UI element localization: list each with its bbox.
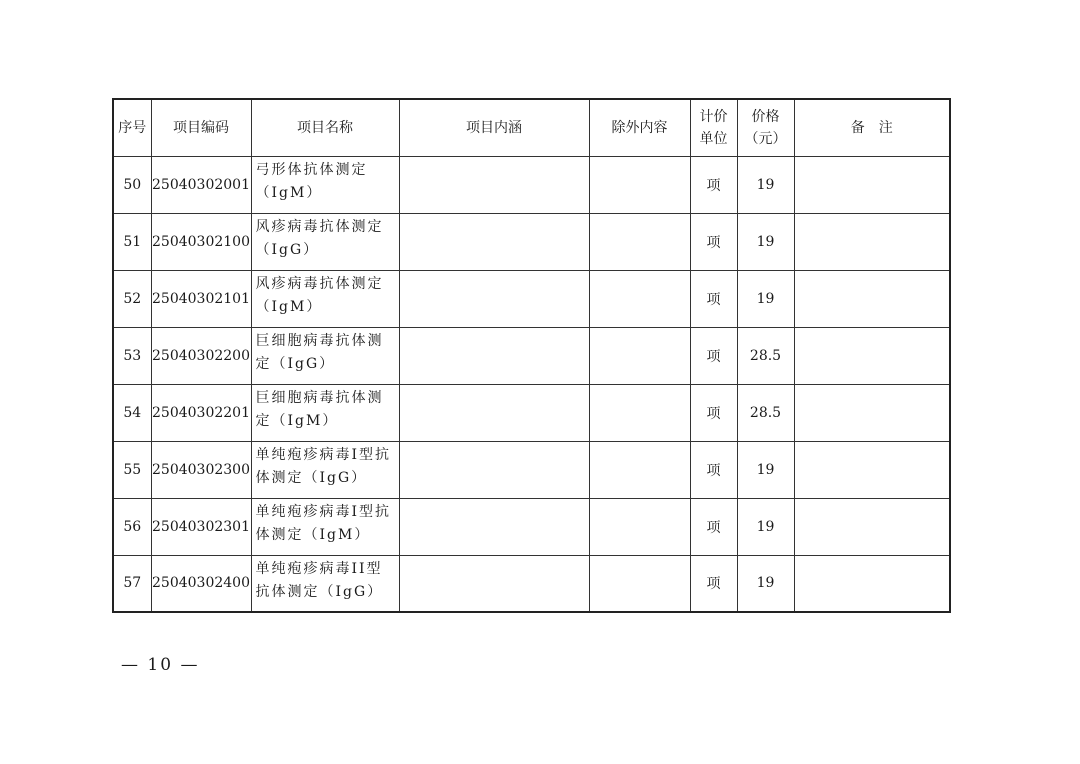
cell-remark [794, 213, 950, 270]
header-remark: 备 注 [794, 99, 950, 156]
cell-unit: 项 [690, 555, 737, 612]
header-price-line1: 价格 [751, 108, 780, 125]
cell-price: 19 [737, 441, 794, 498]
cell-code: 25040302001 [151, 156, 251, 213]
cell-unit: 项 [690, 441, 737, 498]
header-price [737, 99, 794, 156]
cell-code: 25040302200 [151, 327, 251, 384]
cell-seq: 55 [113, 441, 151, 498]
cell-unit: 项 [690, 327, 737, 384]
cell-content [399, 441, 589, 498]
cell-exclude [589, 555, 690, 612]
table-row [113, 270, 950, 327]
cell-remark [794, 555, 950, 612]
header-unit [690, 99, 737, 156]
table-row [113, 384, 950, 441]
cell-price: 19 [737, 555, 794, 612]
cell-remark [794, 498, 950, 555]
cell-code: 25040302301 [151, 498, 251, 555]
cell-content [399, 270, 589, 327]
cell-code: 25040302201 [151, 384, 251, 441]
cell-unit: 项 [690, 156, 737, 213]
cell-code: 25040302101 [151, 270, 251, 327]
header-unit-line1: 计价 [699, 108, 728, 125]
cell-exclude [589, 327, 690, 384]
cell-seq: 53 [113, 327, 151, 384]
table-row [113, 498, 950, 555]
cell-price: 19 [737, 156, 794, 213]
cell-content [399, 156, 589, 213]
cell-remark [794, 441, 950, 498]
cell-name: 巨细胞病毒抗体测定（IgM） [251, 384, 399, 441]
header-exclude: 除外内容 [589, 99, 690, 156]
table-row [113, 156, 950, 213]
cell-seq: 57 [113, 555, 151, 612]
price-table [112, 98, 951, 613]
cell-price: 19 [737, 270, 794, 327]
table-header-row [113, 99, 950, 156]
cell-price: 28.5 [737, 384, 794, 441]
cell-name: 单纯疱疹病毒I型抗体测定（IgG） [251, 441, 399, 498]
header-seq: 序号 [113, 99, 151, 156]
cell-seq: 52 [113, 270, 151, 327]
table-row [113, 213, 950, 270]
cell-code: 25040302400 [151, 555, 251, 612]
cell-content [399, 384, 589, 441]
cell-name: 巨细胞病毒抗体测定（IgG） [251, 327, 399, 384]
cell-remark [794, 327, 950, 384]
cell-remark [794, 156, 950, 213]
cell-name: 风疹病毒抗体测定（IgG） [251, 213, 399, 270]
cell-exclude [589, 270, 690, 327]
page-number: — 10 — [121, 655, 200, 675]
cell-remark [794, 384, 950, 441]
cell-content [399, 213, 589, 270]
header-content: 项目内涵 [399, 99, 589, 156]
cell-price: 19 [737, 213, 794, 270]
cell-code: 25040302100 [151, 213, 251, 270]
cell-content [399, 498, 589, 555]
cell-content [399, 327, 589, 384]
header-name: 项目名称 [251, 99, 399, 156]
cell-name: 单纯疱疹病毒I型抗体测定（IgM） [251, 498, 399, 555]
cell-seq: 50 [113, 156, 151, 213]
cell-name: 单纯疱疹病毒II型抗体测定（IgG） [251, 555, 399, 612]
cell-code: 25040302300 [151, 441, 251, 498]
cell-unit: 项 [690, 270, 737, 327]
cell-content [399, 555, 589, 612]
cell-exclude [589, 156, 690, 213]
cell-name: 弓形体抗体测定（IgM） [251, 156, 399, 213]
cell-exclude [589, 213, 690, 270]
cell-exclude [589, 384, 690, 441]
cell-price: 28.5 [737, 327, 794, 384]
cell-exclude [589, 441, 690, 498]
cell-exclude [589, 498, 690, 555]
cell-remark [794, 270, 950, 327]
header-unit-line2: 单位 [699, 130, 728, 147]
cell-seq: 51 [113, 213, 151, 270]
cell-name: 风疹病毒抗体测定（IgM） [251, 270, 399, 327]
table-row [113, 555, 950, 612]
cell-seq: 56 [113, 498, 151, 555]
cell-seq: 54 [113, 384, 151, 441]
cell-unit: 项 [690, 498, 737, 555]
cell-unit: 项 [690, 384, 737, 441]
cell-unit: 项 [690, 213, 737, 270]
table-row [113, 327, 950, 384]
table-body [113, 156, 950, 612]
header-price-line2: （元） [744, 130, 787, 147]
cell-price: 19 [737, 498, 794, 555]
header-code: 项目编码 [151, 99, 251, 156]
table-row [113, 441, 950, 498]
